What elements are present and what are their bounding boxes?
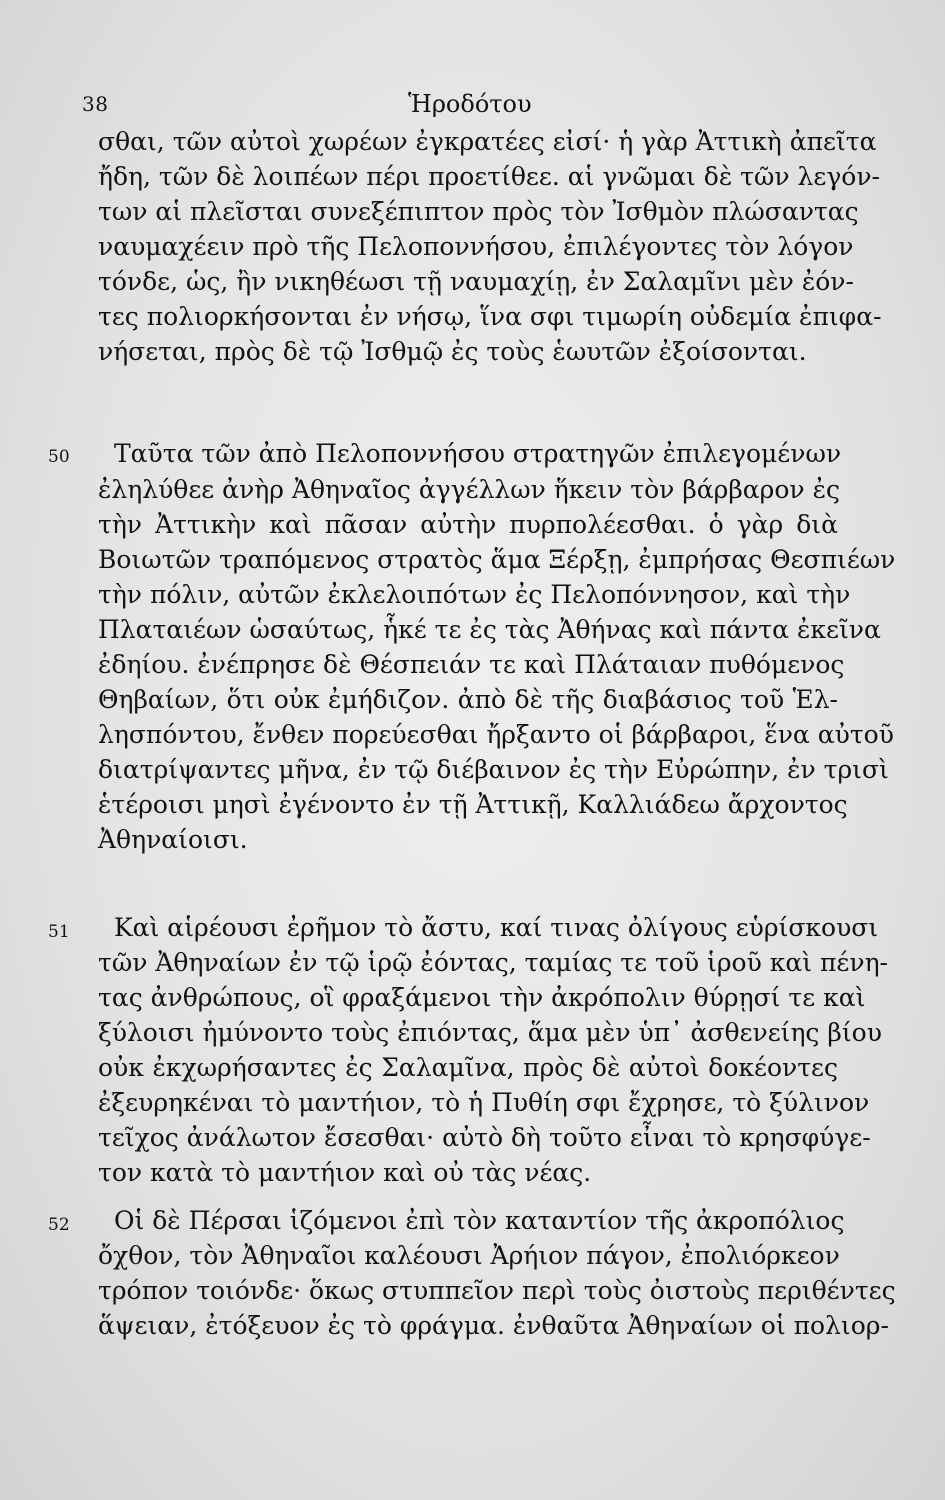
text-line: ἅψειαν, ἐτόξευον ἐς τὸ φράγμα. ἐνθαῦτα Ἀθηναίων οἱ πολιορ-	[98, 1311, 889, 1340]
text-line: ἐληλύθεε ἀνὴρ Ἀθηναῖος ἀγγέλλων ἥκειν τὸν βάρβαρον ἐς	[98, 475, 840, 504]
text-line: λησπόντου, ἔνθεν πορεύεσθαι ἤρξαντο οἱ βάρβαροι, ἕνα αὐτοῦ	[98, 720, 894, 749]
text-line: Καὶ αἱρέουσι ἐρῆμον τὸ ἄστυ, καί τινας ὀλίγους εὑρίσκουσι	[114, 913, 879, 942]
text-line: τῶν Ἀθηναίων ἐν τῷ ἱρῷ ἐόντας, ταμίας τε τοῦ ἱροῦ καὶ πένη-	[98, 948, 888, 977]
text-line: Ταῦτα τῶν ἀπὸ Πελοποννήσου στρατηγῶν ἐπιλεγομένων	[114, 439, 842, 468]
text-line: ὄχθον, τὸν Ἀθηναῖοι καλέουσι Ἀρήιον πάγον, ἐπολιόρκεον	[98, 1241, 840, 1270]
text-line: τον κατὰ τὸ μαντήιον καὶ οὐ τὰς νέας.	[98, 1158, 592, 1187]
text-line: ξύλοισι ἠμύνοντο τοὺς ἐπιόντας, ἅμα μὲν ὑπ᾽ ἀσθενείης βίου	[98, 1018, 882, 1047]
running-head: Ἡροδότου	[408, 90, 532, 118]
text-line: τες πολιορκήσονται ἐν νήσῳ, ἵνα σφι τιμωρίη οὐδεμία ἐπιφα-	[98, 302, 882, 331]
text-line: τὴν Ἀττικὴν καὶ πᾶσαν αὐτὴν πυρπολέεσθαι. ὁ γὰρ διὰ	[98, 510, 838, 539]
text-line: τρόπον τοιόνδε· ὅκως στυππεῖον περὶ τοὺς ὀιστοὺς περιθέντες	[98, 1276, 896, 1305]
text-line: Βοιωτῶν τραπόμενος στρατὸς ἅμα Ξέρξῃ, ἐμπρήσας Θεσπιέων	[98, 545, 896, 574]
section-number: 50	[48, 447, 70, 467]
text-line: τεῖχος ἀνάλωτον ἔσεσθαι· αὐτὸ δὴ τοῦτο εἶναι τὸ κρησφύγε-	[98, 1123, 871, 1152]
text-line: Πλαταιέων ὡσαύτως, ἧκέ τε ἐς τὰς Ἀθήνας καὶ πάντα ἐκεῖνα	[98, 615, 881, 644]
text-line: νήσεται, πρὸς δὲ τῷ Ἰσθμῷ ἐς τοὺς ἑωυτῶν ἐξοίσονται.	[98, 337, 807, 366]
text-line: διατρίψαντες μῆνα, ἐν τῷ διέβαινον ἐς τὴν Εὐρώπην, ἐν τρισὶ	[98, 755, 889, 784]
section-number: 51	[48, 922, 70, 942]
text-line: οὐκ ἐκχωρήσαντες ἐς Σαλαμῖνα, πρὸς δὲ αὐτοὶ δοκέοντες	[98, 1053, 838, 1082]
text-line: ἤδη, τῶν δὲ λοιπέων πέρι προετίθεε. αἱ γνῶμαι δὲ τῶν λεγόν-	[98, 162, 880, 191]
section-number: 52	[48, 1215, 70, 1235]
text-line: τόνδε, ὡς, ἢν νικηθέωσι τῇ ναυμαχίῃ, ἐν Σαλαμῖνι μὲν ἐόν-	[98, 267, 854, 296]
text-line: τας ἀνθρώπους, οἳ φραξάμενοι τὴν ἀκρόπολιν θύρῃσί τε καὶ	[98, 983, 866, 1012]
text-line: των αἱ πλεῖσται συνεξέπιπτον πρὸς τὸν Ἰσθμὸν πλώσαντας	[98, 197, 859, 226]
text-line: σθαι, τῶν αὐτοὶ χωρέων ἐγκρατέες εἰσί· ἡ γὰρ Ἀττικὴ ἀπεῖτα	[98, 127, 877, 156]
text-line: Θηβαίων, ὅτι οὐκ ἐμήδιζον. ἀπὸ δὲ τῆς διαβάσιος τοῦ Ἑλ-	[98, 685, 838, 714]
page-number: 38	[82, 92, 109, 116]
text-line: Οἱ δὲ Πέρσαι ἱζόμενοι ἐπὶ τὸν καταντίον τῆς ἀκροπόλιος	[114, 1206, 845, 1235]
text-line: τὴν πόλιν, αὐτῶν ἐκλελοιπότων ἐς Πελοπόννησον, καὶ τὴν	[98, 580, 851, 609]
text-line: ἑτέροισι μησὶ ἐγένοντο ἐν τῇ Ἀττικῇ, Καλλιάδεω ἄρχοντος	[98, 790, 848, 819]
page-header	[0, 92, 945, 124]
text-line: ναυμαχέειν πρὸ τῆς Πελοποννήσου, ἐπιλέγοντες τὸν λόγον	[98, 232, 854, 261]
text-line: ἐξευρηκέναι τὸ μαντήιον, τὸ ἡ Πυθίη σφι ἔχρησε, τὸ ξύλινον	[98, 1088, 870, 1117]
text-line: ἐδηίου. ἐνέπρησε δὲ Θέσπειάν τε καὶ Πλάταιαν πυθόμενος	[98, 650, 845, 679]
text-line: Ἀθηναίοισι.	[98, 825, 248, 854]
